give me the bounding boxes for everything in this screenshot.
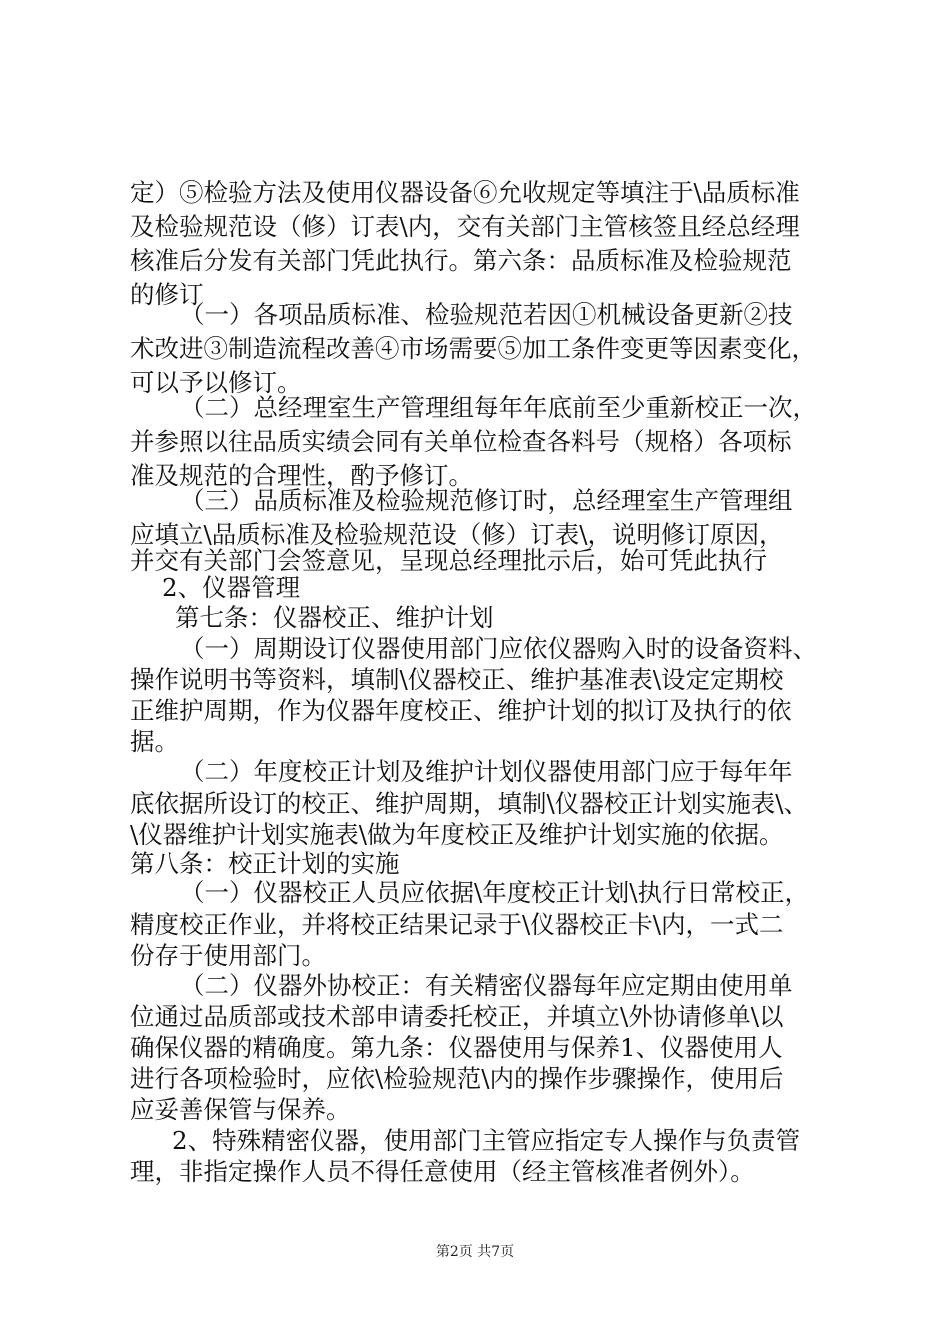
body-line: \仪器维护计划实施表\做为年度校正及维护计划实施的依据。 [130, 820, 784, 849]
body-line: 据。 [130, 727, 179, 756]
body-line: 正维护周期，作为仪器年度校正、维护计划的拟订及执行的依 [130, 696, 792, 725]
paragraph-line: （一）周期设订仪器使用部门应依仪器购入时的设备资料、 [180, 634, 817, 663]
body-line: 底依据所设订的校正、维护周期，填制\仪器校正计划实施表\、 [130, 789, 809, 818]
paragraph-line: （一）各项品质标准、检验规范若因①机械设备更新②技 [180, 300, 793, 329]
body-line: 术改进③制造流程改善④市场需要⑤加工条件变更等因素变化， [130, 334, 816, 363]
paragraph-line: （二）年度校正计划及维护计划仪器使用部门应于每年年 [180, 757, 793, 786]
body-line: 操作说明书等资料，填制\仪器校正、维护基准表\设定定期校 [130, 665, 784, 694]
body-line: 并参照以往品质实绩会同有关单位检查各料号（规格）各项标 [130, 427, 792, 456]
body-line: 及检验规范设（修）订表\内，交有关部门主管核签且经总经理 [130, 212, 800, 241]
body-line: 应填立\品质标准及检验规范设（修）订表\，说明修订原因， [130, 520, 784, 549]
section-heading: 2、仪器管理 [162, 573, 301, 602]
body-line: 份存于使用部门。 [130, 941, 326, 970]
body-line: 可以予以修订。 [130, 368, 302, 397]
paragraph-line: （一）仪器校正人员应依据\年度校正计划\执行日常校正， [180, 878, 810, 907]
paragraph-line: （二）仪器外协校正：有关精密仪器每年应定期由使用单 [180, 971, 793, 1000]
paragraph-line: （二）总经理室生产管理组每年年底前至少重新校正一次， [180, 393, 817, 422]
body-line: 定）⑤检验方法及使用仪器设备⑥允收规定等填注于\品质标准 [130, 178, 800, 207]
page-footer: 第2页 共7页 [435, 1244, 515, 1260]
article-heading: 第八条：校正计划的实施 [130, 849, 400, 878]
body-line: 核准后分发有关部门凭此执行。第六条：品质标准及检验规范 [130, 246, 792, 275]
article-heading: 第七条：仪器校正、维护计划 [175, 603, 494, 632]
body-line: 精度校正作业，并将校正结果记录于\仪器校正卡\内，一式二 [130, 910, 784, 939]
body-line: 的修订 [130, 280, 204, 309]
body-line: 并交有关部门会签意见，呈现总经理批示后，始可凭此执行 [130, 546, 767, 575]
body-line: 准及规范的合理性，酌予修订。 [130, 461, 473, 490]
body-line: 确保仪器的精确度。第九条：仪器使用与保养1、仪器使用人 [130, 1033, 783, 1062]
paragraph-line: （三）品质标准及检验规范修订时，总经理室生产管理组 [180, 486, 793, 515]
paragraph-line: 2、特殊精密仪器，使用部门主管应指定专人操作与负责管 [172, 1126, 801, 1155]
body-line: 进行各项检验时，应依\检验规范\内的操作步骤操作，使用后 [130, 1064, 784, 1093]
body-line: 理，非指定操作人员不得任意使用（经主管核准者例外）。 [130, 1157, 755, 1186]
body-line: 位通过品质部或技术部申请委托校正，并填立\外协请修单\以 [130, 1002, 784, 1031]
body-line: 应妥善保管与保养。 [130, 1095, 351, 1124]
